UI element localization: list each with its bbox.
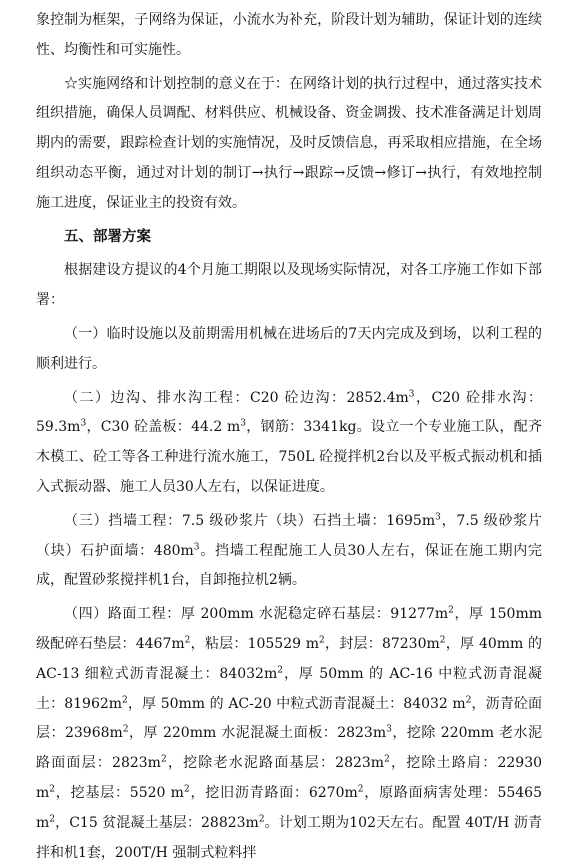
unit-superscript: 2 xyxy=(184,635,191,646)
paragraph-drainage-works xyxy=(36,384,542,503)
unit-superscript: 3 xyxy=(240,418,246,429)
pavement-text-j: ，挖除 220mm 老水泥路面面层：2823m xyxy=(36,725,543,772)
unit-superscript: 2 xyxy=(258,814,265,825)
paragraph-pavement-works xyxy=(36,600,542,868)
wall-text-c: 。挡墙工程配施工人员30人左右，保证在施工期内完成，配置砂浆搅拌机1台，自卸拖拉机2辆。 xyxy=(36,542,542,589)
unit-superscript: 2 xyxy=(277,665,283,676)
pavement-text-e: ，厚 40mm 的 AC-13 细粒式沥青混凝土：84032m xyxy=(36,635,543,682)
pavement-text-k: ，挖除老水泥路面基层：2823m xyxy=(166,755,385,772)
section-heading: 五、部署方案 xyxy=(64,228,151,245)
pavement-text-o: ，原路面病害处理：55465 m xyxy=(36,784,542,831)
unit-superscript: 3 xyxy=(408,388,415,399)
unit-superscript: 2 xyxy=(357,784,364,795)
unit-superscript: 2 xyxy=(319,635,325,646)
pavement-text-h: ，沥青砼面层：23968m xyxy=(36,695,543,742)
wall-text-b: ，7.5 级砂浆片（块）石护面墙：480m xyxy=(36,512,543,559)
unit-superscript: 2 xyxy=(49,814,56,825)
unit-superscript: 2 xyxy=(122,694,128,705)
unit-superscript: 3 xyxy=(386,724,392,735)
drainage-text-b: ，C20 砼排水沟：59.3m xyxy=(36,389,542,436)
paragraph-deployment-intro: 根据建设方提议的4个月施工期限以及现场实际情况，对各工序施工作如下部署： xyxy=(36,262,542,309)
drainage-text-c: ，C30 砼盖板：44.2 m xyxy=(86,419,241,436)
pavement-text-d: ，封层：87230m xyxy=(324,635,440,652)
unit-superscript: 2 xyxy=(448,605,454,616)
pavement-text-a: （四）路面工程：厚 200mm 水泥稳定碎石基层：91277m xyxy=(64,606,449,623)
unit-superscript: 3 xyxy=(80,418,87,429)
pavement-text-c: ，粘层：105529 m xyxy=(190,635,319,652)
pavement-text-n: ，挖旧沥青路面：6270m xyxy=(189,784,358,801)
paragraph-network-control-end: 象控制为框架，子网络为保证，小流水为补充，阶段计划为辅助，保证计划的连续性、均衡性和可实施性。 xyxy=(36,12,542,58)
pavement-text-g: ，厚 50mm 的 AC-20 中粒式沥青混凝土：84032 m xyxy=(127,695,466,712)
unit-superscript: 2 xyxy=(49,784,56,795)
pavement-text-p: ，C15 贫混凝土基层：28823m xyxy=(55,814,259,831)
unit-superscript: 2 xyxy=(160,754,167,765)
drainage-text-a: （二）边沟、排水沟工程：C20 砼边沟：2852.4m xyxy=(64,389,409,406)
unit-superscript: 2 xyxy=(465,694,472,705)
pavement-text-m: ，挖基层：5520 m xyxy=(55,784,184,801)
paragraph-retaining-wall xyxy=(36,507,542,596)
pavement-text-f: ，厚 50mm 的 AC-16 中粒式沥青混凝土：81962m xyxy=(36,665,542,712)
wall-text-a: （三）挡墙工程：7.5 级砂浆片（块）石挡土墙：1695m xyxy=(64,512,436,529)
pavement-text-i: ，厚 220mm 水泥混凝土面板：2823m xyxy=(128,725,387,742)
unit-superscript: 2 xyxy=(183,784,190,795)
pavement-text-b: ，厚 150mm 级配碎石垫层：4467m xyxy=(36,606,542,652)
paragraph-network-significance: ☆实施网络和计划控制的意义在于：在网络计划的执行过程中，通过落实技术组织措施，确保人员调配、材料供应、机械设备、资金调拨、技术准备满足计划周期内的需要，跟踪检查计划的实施情况，及时反馈信息，再采取相应措施，在全场组织动态平衡，通过对计划的制订→执行→跟踪→反馈→修订→执行，有效地控制施工进度，保证业主的投资有效。 xyxy=(36,75,542,211)
unit-superscript: 3 xyxy=(435,512,441,523)
paragraph-temporary-facilities: （一）临时设施以及前期需用机械在进场后的7天内完成及到场，以利工程的顺利进行。 xyxy=(36,325,542,372)
unit-superscript: 3 xyxy=(193,541,200,552)
unit-superscript: 2 xyxy=(439,635,446,646)
unit-superscript: 2 xyxy=(122,724,129,735)
drainage-text-d: ，钢筋：3341kg。设立一个专业施工队，配齐木模工、砼工等各工种进行流水施工，750L 砼搅拌机2台以及平板式振动机和插入式振动器、施工人员30人左右，以保证进度。 xyxy=(36,419,543,495)
pavement-text-l: ，挖除土路肩：22930 m xyxy=(36,755,543,801)
unit-superscript: 2 xyxy=(384,754,390,765)
pavement-text-q: 。计划工期为102天左右。配置 40T/H 沥青拌和机1套，200T/H 强制式粒料拌 xyxy=(36,814,542,861)
